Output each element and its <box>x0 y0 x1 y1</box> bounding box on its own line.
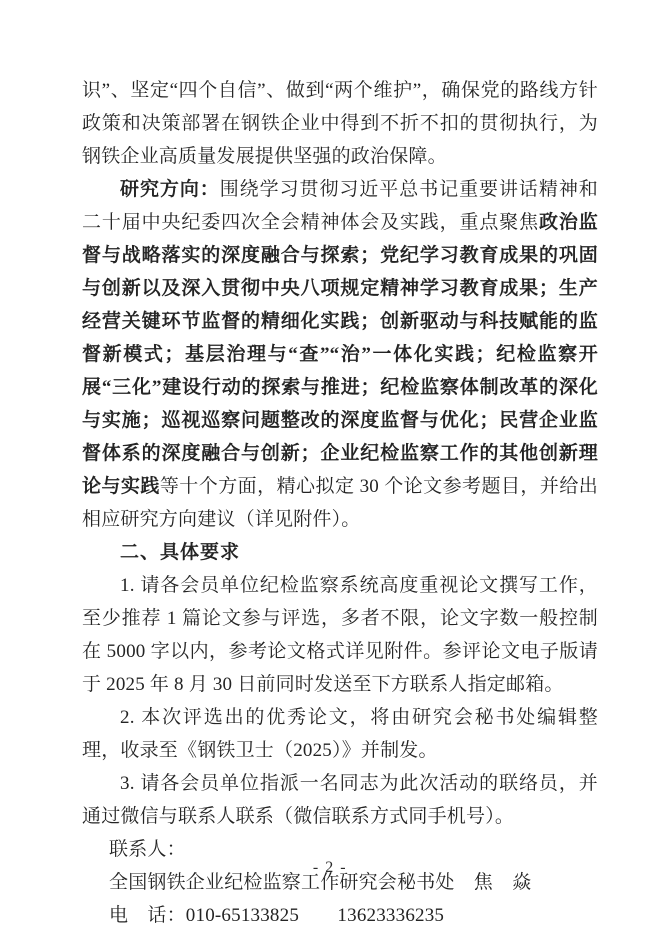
paragraph-continuation: 识”、坚定“四个自信”、做到“两个维护”，确保党的路线方针政策和决策部署在钢铁企业中得到不折不扣的贯彻执行，为钢铁企业高质量发展提供坚强的政治保障。 <box>82 80 598 167</box>
requirement-item-2: 2. 本次评选出的优秀论文，将由研究会秘书处编辑整理，收录至《钢铁卫士（2025）》并制发。 <box>82 707 598 761</box>
contact-phone: 电 话：010-65133825 13623336235 <box>109 905 445 926</box>
research-direction-intro: 围绕学习贯彻习近平总书记重要讲话精神和二十届中央纪委四次全会精神体会及实践，重点聚焦 <box>82 179 598 233</box>
page-number: - 2 - <box>312 859 348 876</box>
contact-label: 联系人： <box>109 839 186 860</box>
paragraph-research-direction <box>82 173 598 536</box>
research-direction-outro: 等十个方面，精心拟定 30 个论文参考题目，并给出相应研究方向建议（详见附件）。 <box>82 476 598 530</box>
research-direction-label: 研究方向： <box>120 179 220 200</box>
contact-block <box>109 833 598 932</box>
research-direction-focus-list: 政治监督与战略落实的深度融合与探索；党纪学习教育成果的巩固与创新以及深入贯彻中央八项规定精神学习教育成果；生产经营关键环节监督的精细化实践；创新驱动与科技赋能的监督新模式；基层治理与“查”“治”一体化实践；纪检监察开展“三化”建设行动的探索与推进；纪检监察体制改革的深化与实施；巡视巡察问题整改的深度监督与优化；民营企业监督体系的深度融合与创新；企业纪检监察工作的其他创新理论与实践 <box>82 212 598 497</box>
document-body <box>82 74 598 932</box>
section-heading-specific-requirements: 二、具体要求 <box>120 542 241 563</box>
requirement-item-3: 3. 请各会员单位指派一名同志为此次活动的联络员，并通过微信与联系人联系（微信联系方式同手机号）。 <box>82 773 598 827</box>
contact-org: 全国钢铁企业纪检监察工作研究会秘书处 焦 焱 <box>109 872 532 893</box>
requirement-item-1: 1. 请各会员单位纪检监察系统高度重视论文撰写工作，至少推荐 1 篇论文参与评选，多者不限，论文字数一般控制在 5000 字以内，参考论文格式详见附件。参评论文电子版请于 2025 年 8 月 30 日前同时发送至下方联系人指定邮箱。 <box>82 575 598 695</box>
